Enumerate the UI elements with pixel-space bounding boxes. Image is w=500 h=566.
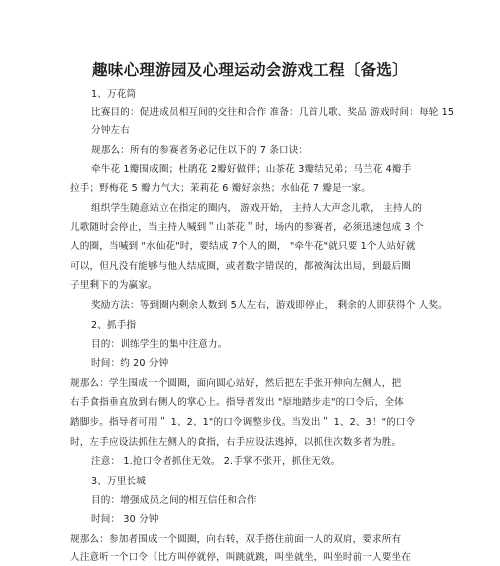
- paragraph-line: 人的圈，当喊到 "水仙花"时，要结成 7个人的圈， "牵牛花"就只要 1个人站好就: [70, 241, 416, 252]
- paragraph-line: 人注意听一个口令〔比方叫停就停，叫跳就跳，叫坐就坐，叫坐时前一人要坐在: [70, 552, 412, 563]
- paragraph-line: 分钟左右: [91, 125, 130, 136]
- paragraph-line: 注意： 1.抢口令者抓住无效。 2.手掌不张开，抓住无效。: [91, 456, 341, 467]
- paragraph-line: 子里剩下的为赢家。: [70, 280, 158, 291]
- section-heading-1: 1、万花筒: [91, 89, 137, 100]
- paragraph-line: 组织学生随意站立在指定的圈内， 游戏开始， 主持人大声念儿歌， 主持人的: [91, 203, 423, 214]
- paragraph-line: 右手食指垂直放到右侧人的掌心上。指导者发出 "原地踏步走"的口令后，全体: [70, 397, 404, 408]
- paragraph-line: 规那么：学生围成一个圆圈，面向圆心站好，然后把左手张开伸向左侧人，把: [70, 378, 402, 389]
- section-heading-3: 3、万里长城: [91, 476, 146, 487]
- section-heading-2: 2、抓手指: [91, 320, 137, 331]
- paragraph-line: 规那么：所有的参赛者务必记住以下的 7 条口诀：: [91, 145, 309, 156]
- paragraph-line: 规那么：参加者围成一个圆圈，向右转，双手搭住前面一人的双肩，要求所有: [70, 534, 402, 545]
- document-title: 趣味心理游园及心理运动会游戏工程〔备选〕: [91, 61, 408, 79]
- paragraph-line: 目的：增强成员之间的相互信任和合作: [91, 495, 257, 506]
- paragraph-line: 拉手；野梅花 5 瓣力气大；茉莉花 6 瓣好亲热；水仙花 7 瓣是一家。: [70, 183, 372, 194]
- paragraph-line: 目的：训练学生的集中注意力。: [91, 339, 228, 350]
- paragraph-line: 奖励方法：等到圈内剩余人数到 5人左右，游戏即停止， 剩余的人即获得个 人奖。: [91, 300, 448, 311]
- paragraph-line: 牵牛花 1瓣围成圈；杜鹃花 2瓣好做伴；山茶花 3瓣结兄弟；马兰花 4瓣手: [91, 164, 412, 175]
- paragraph-line: 比赛目的：促进成员相互间的交往和合作 准备：几首儿歌、奖品 游戏时间：每轮 15: [91, 107, 455, 118]
- paragraph-line: 时，左手应设法抓住左侧人的食指，右手应设法逃掉，以抓住次数多者为胜。: [70, 437, 402, 448]
- paragraph-line: 踏脚步。指导者可用＂ 1、2、1"的口令调整步伐。当发出＂ 1、2、3！"的口令: [70, 417, 416, 428]
- paragraph-line: 可以，但凡没有能够与他人结成圈，或者数字错误的，都被淘汰出局，到最后圈: [70, 261, 412, 272]
- paragraph-line: 时间：约 20 分钟: [91, 358, 169, 369]
- paragraph-line: 时间： 30 分钟: [91, 514, 159, 525]
- paragraph-line: 儿歌随时会停止，当主持人喊到＂山茶花＂时，场内的参赛者，必须迅速包成 3 个: [70, 222, 424, 233]
